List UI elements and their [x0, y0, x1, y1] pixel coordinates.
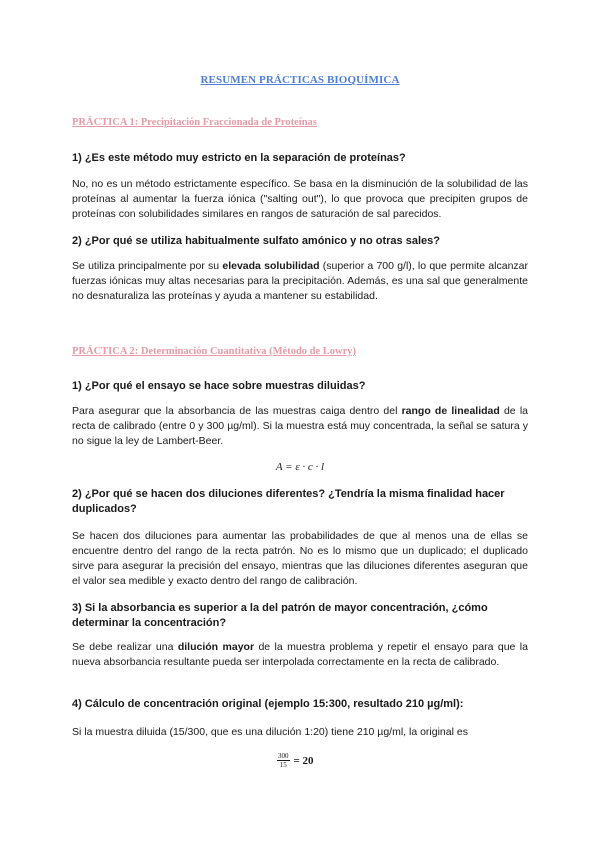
section-heading-practica-2: PRÁCTICA 2: Determinación Cuantitativa (Método de Lowry)	[72, 346, 357, 357]
answer-1-2	[72, 259, 528, 304]
answer-1-2-bold: elevada solubilidad	[222, 260, 320, 272]
answer-2-3	[72, 640, 528, 670]
question-2-1: 1) ¿Por qué el ensayo se hace sobre muestras diluidas?	[72, 380, 366, 392]
fraction-result: = 20	[293, 754, 314, 767]
answer-2-2: Se hacen dos diluciones para aumentar las probabilidades de que al menos una de ellas se encuentre dentro del rango de la recta patrón. No es lo mismo que un duplicado; el duplicado sirve para asegurar la precisión del ensayo, mientras que las diluciones diferentes aseguran que el valor sea medible y exacto dentro del rango de calibración.	[72, 530, 528, 587]
answer-2-1-text-b: de la recta de calibrado (entre 0 y 300 µg/ml). Si la muestra está muy concentrada, la señal se satura y no sigue la ley de Lambert-Beer.	[72, 405, 528, 447]
question-2-4: 4) Cálculo de concentración original (ejemplo 15:300, resultado 210 µg/ml):	[72, 698, 464, 710]
answer-2-1-text-a: Para asegurar que la absorbancia de las muestras caiga dentro del	[72, 405, 402, 417]
answer-2-1	[72, 404, 528, 449]
fraction	[277, 752, 290, 769]
answer-2-3-text-b: de la muestra problema y repetir el ensayo para que la nueva absorbancia resultante pueda ser interpolada correctamente en la recta de calibrado.	[72, 641, 528, 668]
question-2-2: 2) ¿Por qué se hacen dos diluciones diferentes? ¿Tendría la misma finalidad hacer duplicados?	[72, 488, 505, 515]
section-heading-practica-1: PRÁCTICA 1: Precipitación Fraccionada de Proteínas	[72, 117, 317, 128]
fraction-numerator: 300	[278, 752, 289, 760]
question-1-1: 1) ¿Es este método muy estricto en la separación de proteínas?	[72, 152, 406, 164]
answer-2-3-text-a: Se debe realizar una	[72, 641, 178, 653]
lambert-beer-equation: A = ε · c · l	[275, 461, 325, 473]
question-1-2: 2) ¿Por qué se utiliza habitualmente sulfato amónico y no otras sales?	[72, 235, 440, 247]
document-title: RESUMEN PRÁCTICAS BIOQUÍMICA	[200, 74, 400, 86]
answer-2-4: Si la muestra diluida (15/300, que es una dilución 1:20) tiene 210 µg/ml, la original es	[72, 726, 468, 738]
answer-1-2-text-a: Se utiliza principalmente por su	[72, 260, 223, 272]
answer-2-3-bold: dilución mayor	[177, 641, 255, 653]
answer-1-2-text-b: (superior a 700 g/l), lo que permite alcanzar fuerzas iónicas muy altas necesarias para la precipitación. Además, es una sal que generalmente no desnaturaliza las proteínas y ayuda a mantener su estabilidad.	[72, 260, 528, 302]
dilution-fraction-equation	[277, 752, 314, 769]
answer-2-1-bold: rango de linealidad	[401, 405, 500, 417]
answer-1-1: No, no es un método estrictamente específico. Se basa en la disminución de la solubilidad de las proteínas al aumentar la fuerza iónica ("salting out"), lo que provoca que precipiten grupos de proteínas con solubilidades similares en rangos de saturación de sal parecidos.	[72, 178, 528, 220]
question-2-3: 3) Si la absorbancia es superior a la del patrón de mayor concentración, ¿cómo determinar la concentración?	[72, 602, 488, 629]
fraction-denominator: 15	[279, 761, 287, 769]
